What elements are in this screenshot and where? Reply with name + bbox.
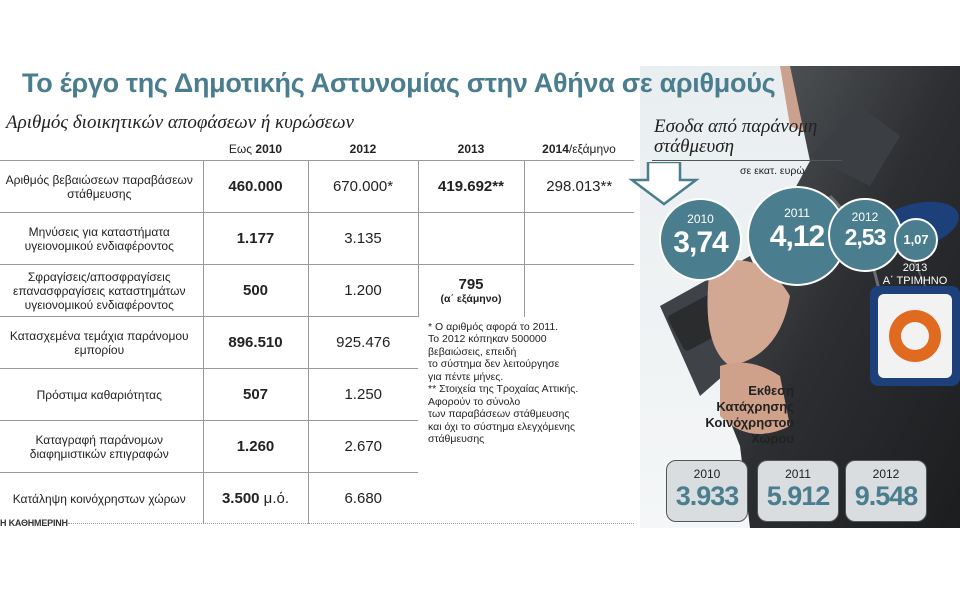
revenue-bubble-2010: [659, 198, 742, 281]
footnote-line: βεβαιώσεις, επειδή: [428, 345, 517, 358]
ekthesi-box-2011: [757, 460, 839, 522]
row-label: Κατασχεμένα τεμάχια παράνομου εμπορίου: [0, 317, 203, 369]
cell-2013: [418, 265, 524, 317]
cell-2012: 1.250: [308, 369, 418, 421]
cell-2012: 1.200: [308, 265, 418, 317]
cell-2014-empty: [524, 265, 634, 317]
revenue-unit: σε εκατ. ευρώ: [740, 165, 805, 177]
bubble-value: 4,12: [769, 220, 825, 253]
cell-2013: 419.692**: [418, 161, 524, 213]
cell-2014-empty: [524, 213, 634, 265]
row-label: Καταγραφή παράνομων διαφημιστικών επιγραφών: [0, 421, 203, 473]
ekthesi-title-line: Κοινόχρηστου: [705, 415, 794, 430]
bubble-year: 2011: [784, 206, 810, 220]
row-label: Σφραγίσεις/αποσφραγίσεις επανασφραγίσεις καταστημάτων υγειονομικού ενδιαφέροντος: [0, 265, 203, 317]
table-row: [0, 161, 634, 213]
cell-2010: 1.260: [203, 421, 308, 473]
row-label: Κατάληψη κοινόχρηστων χώρων: [0, 473, 203, 525]
cell-2013-note: (α΄ εξάμηνο): [440, 293, 502, 306]
footnote-line: για πέντε μήνες.: [428, 370, 504, 383]
table-header-row: [0, 137, 634, 161]
table-subtitle: Αριθμός διοικητικών αποφάσεων ή κυρώσεων: [6, 112, 354, 133]
header-2010: Εως 2010: [228, 141, 283, 156]
table-row: [0, 317, 634, 369]
row-label: Αριθμός βεβαιώσεων παραβάσεων στάθμευσης: [0, 161, 203, 213]
cell-2010-value: 3.500: [221, 490, 260, 507]
cell-2012: 3.135: [308, 213, 418, 265]
header-2012: 2012: [349, 141, 377, 156]
box-value: 9.548: [854, 481, 918, 511]
cell-2012: 925.476: [308, 317, 418, 369]
cell-2010: 896.510: [203, 317, 308, 369]
box-value: 3.933: [675, 481, 739, 511]
bubble-value: 2,53: [844, 224, 886, 250]
header-2013: 2013: [457, 141, 485, 156]
box-value: 5.912: [766, 481, 830, 511]
cell-2010: [203, 473, 308, 525]
ekthesi-title-line: Χώρου: [750, 431, 794, 446]
cell-2012: 2.670: [308, 421, 418, 473]
ekthesi-title: [622, 383, 794, 447]
footnote-line: και όχι το σύστημα ελεγχόμενης: [428, 420, 576, 433]
cell-2014: 298.013**: [524, 161, 634, 213]
bubble-2013-year: 2013: [902, 262, 928, 274]
footnotes: [418, 317, 634, 525]
bubble-2013-label: [880, 262, 950, 288]
cell-2010: 507: [203, 369, 308, 421]
page-title: Το έργο της Δημοτικής Αστυνομίας στην Αθήνα σε αριθμούς: [22, 68, 776, 98]
cell-2012: 6.680: [308, 473, 418, 525]
header-label-empty: [0, 137, 203, 161]
ekthesi-title-line: Εκθεση: [748, 383, 794, 398]
box-year: 2012: [872, 467, 900, 481]
credit-divider: [68, 523, 634, 524]
footnote-line: στάθμευσης: [428, 433, 485, 445]
cell-2010-unit: μ.ό.: [259, 490, 290, 507]
bubble-year: 2012: [851, 210, 879, 224]
box-year: 2011: [785, 467, 811, 481]
ekthesi-box-2010: [666, 460, 748, 522]
table-row: [0, 265, 634, 317]
credit: Η ΚΑΘΗΜΕΡΙΝΗ: [0, 518, 68, 528]
bubble-2013-period: Α΄ ΤΡΙΜΗΝΟ: [882, 275, 948, 287]
cell-2010: 500: [203, 265, 308, 317]
revenue-divider: [652, 160, 842, 161]
cell-2010: 1.177: [203, 213, 308, 265]
ekthesi-box-2012: [845, 460, 927, 522]
cell-2013-empty: [418, 213, 524, 265]
footnote-line: ** Στοιχεία της Τροχαίας Αττικής.: [428, 383, 579, 395]
footnote-line: το σύστημα δεν λειτούργησε: [428, 358, 560, 370]
revenue-bubble-2012: [828, 198, 902, 272]
box-year: 2010: [693, 467, 721, 481]
table-row: [0, 213, 634, 265]
bubble-year: 2010: [687, 212, 714, 226]
footnote-line: Αφορούν το σύνολο: [428, 395, 521, 408]
sanctions-table: [0, 137, 634, 524]
cell-2012: 670.000*: [308, 161, 418, 213]
footnote-line: των παραβάσεων στάθμευσης: [428, 408, 570, 420]
footnote-line: * Ο αριθμός αφορά το 2011.: [428, 320, 559, 333]
revenue-bubble-2013: [894, 218, 938, 262]
bubble-value: 3,74: [673, 226, 728, 259]
bubble-value: 1,07: [903, 232, 929, 247]
header-2014: 2014/εξάμηνο: [542, 141, 616, 156]
row-label: Πρόστιμα καθαριότητας: [0, 369, 203, 421]
cell-2013-value: 795: [458, 276, 484, 294]
footnote-line: Το 2012 κόπηκαν 500000: [428, 333, 547, 345]
revenue-title: Εσοδα από παράνομη στάθμευση: [654, 116, 818, 157]
row-label: Μηνύσεις για καταστήματα υγειονομικού ενδιαφέροντος: [0, 213, 203, 265]
ekthesi-title-line: Κατάχρησης: [716, 399, 794, 414]
cell-2010: 460.000: [203, 161, 308, 213]
